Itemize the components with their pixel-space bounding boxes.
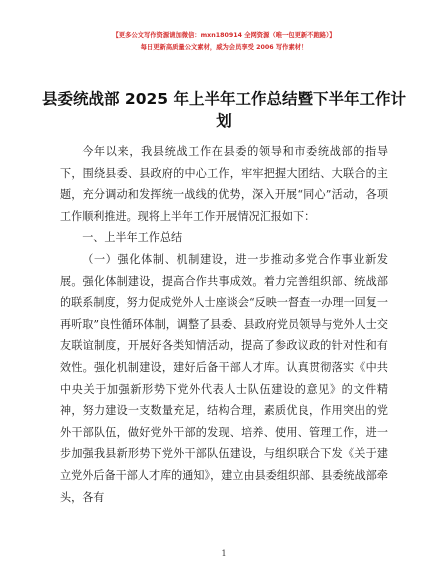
promo-banner-line-1: 【更多公文写作资源请加微信：mxn180914 全网资源（唯一包更新不跑路）】	[112, 32, 336, 39]
intro-paragraph: 今年以来，我县统战工作在县委的领导和市委统战部的指导下，围绕县委、县政府的中心工作，牢牢把握大团结、大联合的主题，充分调动和发挥统一战线的优势，深入开展“同心”活动，各项工作顺利推进。现将上半年工作开展情况汇报如下：	[60, 145, 388, 223]
document-body	[60, 141, 388, 508]
section-paragraph: （一）强化体制、机制建设，进一步推动多党合作事业新发展。强化体制建设，提高合作共事成效。着力完善组织部、统战部的联系制度，努力促成党外人士座谈会“反映一督查一办理一回复一再听取”良性循环体制，调整了县委、县政府党员领导与党外人士交友联谊制度，开展好各类知情活动，提高了参政议政的针对性和有效性。强化机制建设，建好后备干部人才库。认真贯彻落实《中共中央关于加强新形势下党外代表人士队伍建设的意见》的文件精神，努力建设一支数量充足，结构合理，素质优良，作用突出的党外干部队伍，做好党外干部的发现、培养、使用、管理工作，进一步加强我县新形势下党外干部队伍建设，与组织联合下发《关于建立党外后备干部人才库的通知》，建立由县委组织部、县委统战部牵头，各有	[60, 252, 388, 504]
page-number: 1	[221, 549, 227, 558]
promo-banner-line-2: 每日更新高质量公文素材，威为会员享受 2006 写作素材！	[140, 44, 308, 51]
section-heading: 一、上半年工作总结	[82, 231, 183, 245]
document-title: 县委统战部 2025 年上半年工作总结暨下半年工作计划	[42, 90, 406, 130]
